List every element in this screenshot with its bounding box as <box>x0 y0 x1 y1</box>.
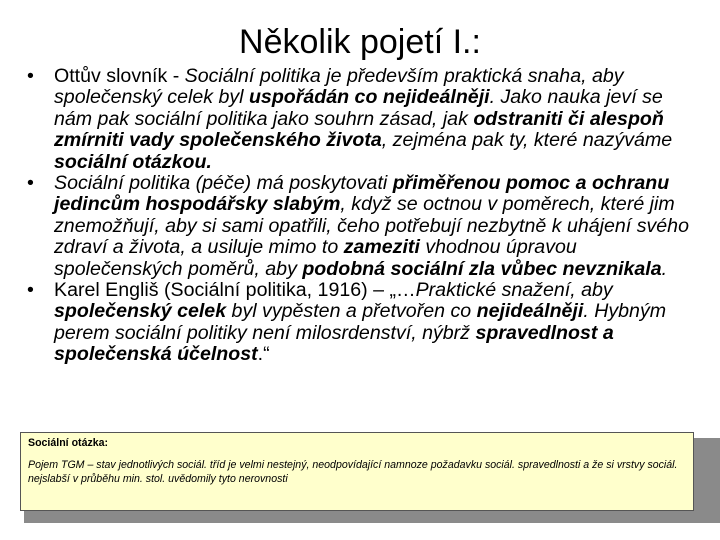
text-segment: vhodnou úpravou společenských poměrů, aby <box>54 236 577 280</box>
text-segment: . <box>661 257 668 280</box>
text-segment: , když se octnou v poměrech, které jim znemožňují, aby si sami opatřili, čeho potřebují nezbytně k uhájení svého zdraví a života, a usiluje mimo to <box>54 193 689 259</box>
text-segment: Ottův slovník - <box>54 65 185 87</box>
text-segment: spravedlnost a společenská účelnost <box>54 321 614 366</box>
note-box <box>20 432 694 511</box>
text-segment: Praktické snažení, aby <box>415 279 613 302</box>
text-segment: byl vypěsten a přetvořen co <box>226 300 477 323</box>
text-segment: uspořádán co nejideálněji <box>248 86 490 109</box>
text-segment: sociální otázkou. <box>54 150 212 173</box>
text-segment: přiměřenou pomoc a ochranu jedincům hospodářsky slabým <box>54 172 670 216</box>
text-segment: .“ <box>257 343 270 366</box>
note-heading: Sociální otázka: <box>28 437 109 449</box>
text-segment: Sociální politika je především praktická snaha, aby společenský celek byl <box>54 65 624 109</box>
text-segment: Sociální politika (péče) má poskytovati <box>54 172 393 195</box>
text-segment: stav jednotlivých sociál. tříd je velmi nestejný, neodpovídající namnoze požadavku sociál. spravedlnosti a že si vrstvy sociál. nejslabší v průběhu min. stol. uvědomily tyto nerovnosti <box>28 458 678 485</box>
text-segment: zameziti <box>343 236 420 259</box>
text-segment: , zejména pak ty, které nazýváme <box>381 129 673 152</box>
text-segment: odstraniti či alespoň zmírniti vady společenského života <box>54 107 664 152</box>
text-segment: nejideálněji <box>476 300 584 323</box>
text-segment: podobná sociální zla vůbec nevznikala <box>302 257 662 280</box>
text-segment: Karel Engliš (Sociální politika, 1916) – „… <box>54 279 416 302</box>
bullet-list <box>24 66 704 366</box>
note-body <box>28 458 686 487</box>
text-segment: společenský celek <box>54 300 227 323</box>
text-segment: . Hybným perem sociální politiky není milosrdenství, nýbrž <box>54 300 667 344</box>
slide-title: Několik pojetí I.: <box>239 23 481 61</box>
text-segment: Pojem TGM – <box>28 458 97 471</box>
bullet-item <box>24 173 704 280</box>
bullet-item <box>24 66 704 173</box>
text-segment: . Jako nauka jeví se nám pak sociální politika jako souhrn zásad, jak <box>54 86 663 130</box>
bullet-item <box>24 280 704 366</box>
